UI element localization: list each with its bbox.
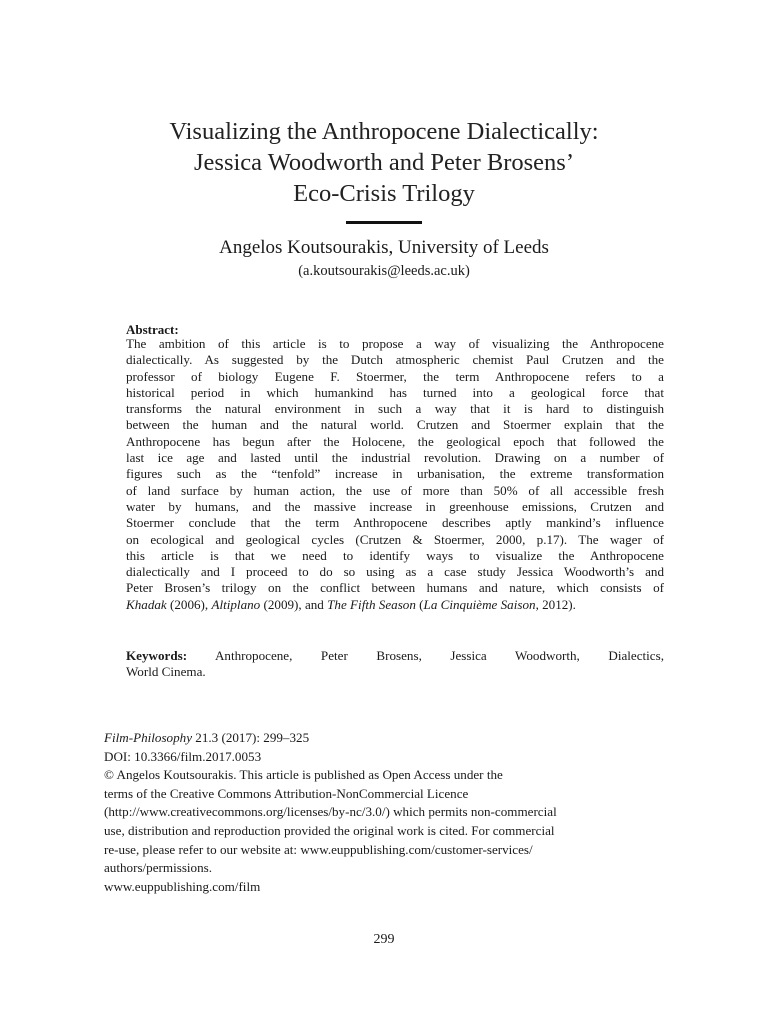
film-title-french: La Cinquième Saison	[423, 596, 536, 612]
author-email: (a.koutsourakis@leeds.ac.uk)	[298, 263, 470, 279]
website-link[interactable]: www.euppublishing.com/film	[104, 878, 261, 894]
abstract-line: on ecological and geological cycles (Crutzen & Stoermer, 2000, p.17). The wager of	[126, 531, 664, 547]
keywords-block	[126, 648, 664, 681]
year-text: , 2012).	[535, 596, 576, 612]
title-line: Jessica Woodworth and Peter Brosens’	[194, 149, 574, 176]
abstract-line: dialectically. As suggested by the Dutch atmospheric chemist Paul Crutzen and the	[126, 352, 664, 368]
film-title-fifth-season: The Fifth Season	[327, 596, 416, 612]
paren-text: (	[415, 596, 424, 612]
author-line: Angelos Koutsourakis, University of Leeds	[219, 237, 549, 258]
license-line: © Angelos Koutsourakis. This article is published as Open Access under the	[104, 767, 503, 783]
abstract-line: Anthropocene has begun after the Holocene, the geological epoch that followed the	[126, 433, 664, 449]
abstract-line: Peter Brosen’s trilogy on the conflict between humans and nature, which consists of	[126, 580, 664, 596]
citation-line	[104, 729, 664, 748]
license-line: use, distribution and reproduction provided the original work is cited. For commercial	[104, 822, 555, 838]
license-line[interactable]: (http://www.creativecommons.org/licenses/by-nc/3.0/) which permits non-commercial	[104, 804, 557, 820]
doi-line: DOI: 10.3366/film.2017.0053	[104, 748, 262, 764]
abstract-line: this article is that we need to identify ways to visualize the Anthropocene	[126, 547, 664, 563]
article-title	[60, 116, 708, 209]
year-text: (2009), and	[260, 596, 328, 612]
keywords-label: Keywords:	[126, 648, 188, 663]
license-line: terms of the Creative Commons Attribution-NonCommercial Licence	[104, 785, 469, 801]
abstract-last-line	[126, 597, 664, 613]
citation-text: 21.3 (2017): 299–325	[192, 730, 310, 745]
publication-info	[104, 729, 664, 896]
abstract-line: last ice age and lasted until the industrial revolution. Drawing on a number of	[126, 450, 664, 466]
title-line: Eco-Crisis Trilogy	[293, 180, 475, 207]
page-number: 299	[373, 932, 395, 947]
year-text: (2006),	[166, 596, 212, 612]
abstract-line: Stoermer conclude that the term Anthropocene describes aptly mankind’s influence	[126, 515, 664, 531]
abstract-line: between the human and the natural world. Crutzen and Stoermer explain that the	[126, 417, 664, 433]
abstract-line: of land surface by human action, the use of more than 50% of all accessible fresh	[126, 482, 664, 498]
film-title-khadak: Khadak	[126, 596, 167, 612]
title-divider	[346, 221, 422, 224]
title-line: Visualizing the Anthropocene Dialectically:	[169, 118, 599, 145]
abstract-label: Abstract:	[126, 322, 179, 337]
abstract-line: professor of biology Eugene F. Stoermer, the term Anthropocene refers to a	[126, 368, 664, 384]
film-title-altiplano: Altiplano	[211, 596, 261, 612]
abstract-line: The ambition of this article is to propose a way of visualizing the Anthropocene	[126, 336, 664, 351]
journal-name: Film-Philosophy	[104, 730, 193, 745]
license-line[interactable]: re-use, please refer to our website at: www.euppublishing.com/customer-services/	[104, 841, 533, 857]
keywords-line: World Cinema.	[126, 664, 206, 680]
keywords-line	[126, 648, 664, 664]
abstract-line: historical period in which humankind has turned into a geological force that	[126, 384, 664, 400]
abstract-line: water by humans, and the massive increase in greenhouse emissions, Crutzen and	[126, 498, 664, 514]
abstract-line: figures such as the “tenfold” increase in urbanisation, the extreme transformation	[126, 466, 664, 482]
abstract-body	[126, 336, 664, 613]
license-line: authors/permissions.	[104, 860, 213, 876]
abstract-line: dialectically and I proceed to do so using as a case study Jessica Woodworth’s and	[126, 564, 664, 580]
abstract-line: transforms the natural environment in such a way that it is hard to distinguish	[126, 401, 664, 417]
keywords-list: Anthropocene, Peter Brosens, Jessica Woodworth, Dialectics,	[214, 648, 664, 663]
